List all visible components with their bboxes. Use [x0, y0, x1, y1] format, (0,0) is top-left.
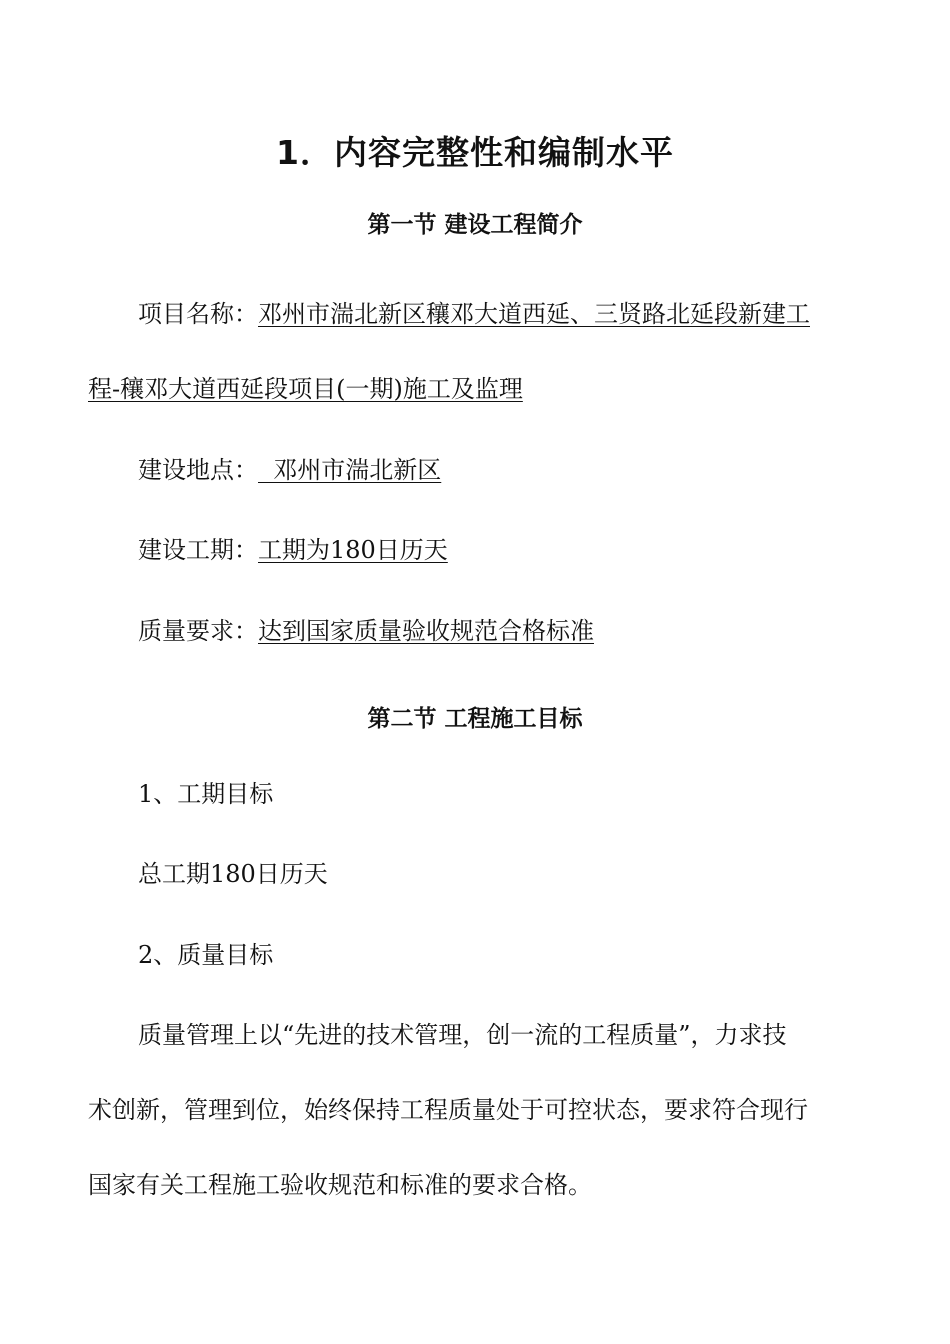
item2-paragraph-line2: 术创新，管理到位，始终保持工程质量处于可控状态，要求符合现行 [88, 1096, 808, 1124]
location-line [138, 452, 441, 488]
quality-line [138, 613, 594, 649]
section-heading-1: 第一节 建设工程简介 [367, 212, 583, 238]
quality-label: 质量要求： [138, 617, 258, 645]
quality-value: 达到国家质量验收规范合格标准 [258, 617, 594, 645]
section-heading-2: 第二节 工程施工目标 [367, 706, 583, 732]
item2-paragraph-line1: 质量管理上以“先进的技术管理，创一流的工程质量”，力求技 [138, 1021, 787, 1049]
duration-value: 工期为180日历天 [258, 536, 448, 564]
item1-text: 总工期180日历天 [138, 860, 328, 888]
project-name-line1 [138, 296, 810, 332]
location-label: 建设地点： [138, 456, 258, 484]
duration-label: 建设工期： [138, 536, 258, 564]
location-value: 邓州市湍北新区 [258, 456, 442, 484]
project-name-value-2: 程-穰邓大道西延段项目(一期)施工及监理 [88, 375, 523, 403]
item2-heading: 2、质量目标 [138, 941, 274, 969]
document-title: 1．内容完整性和编制水平 [276, 133, 674, 172]
project-name-label: 项目名称： [138, 300, 258, 328]
project-name-value-1: 邓州市湍北新区穰邓大道西延、三贤路北延段新建工 [258, 300, 810, 328]
item2-paragraph-line3: 国家有关工程施工验收规范和标准的要求合格。 [88, 1171, 592, 1199]
project-name-line2 [88, 371, 523, 407]
duration-line [138, 532, 448, 568]
item1-heading: 1、工期目标 [138, 780, 274, 808]
